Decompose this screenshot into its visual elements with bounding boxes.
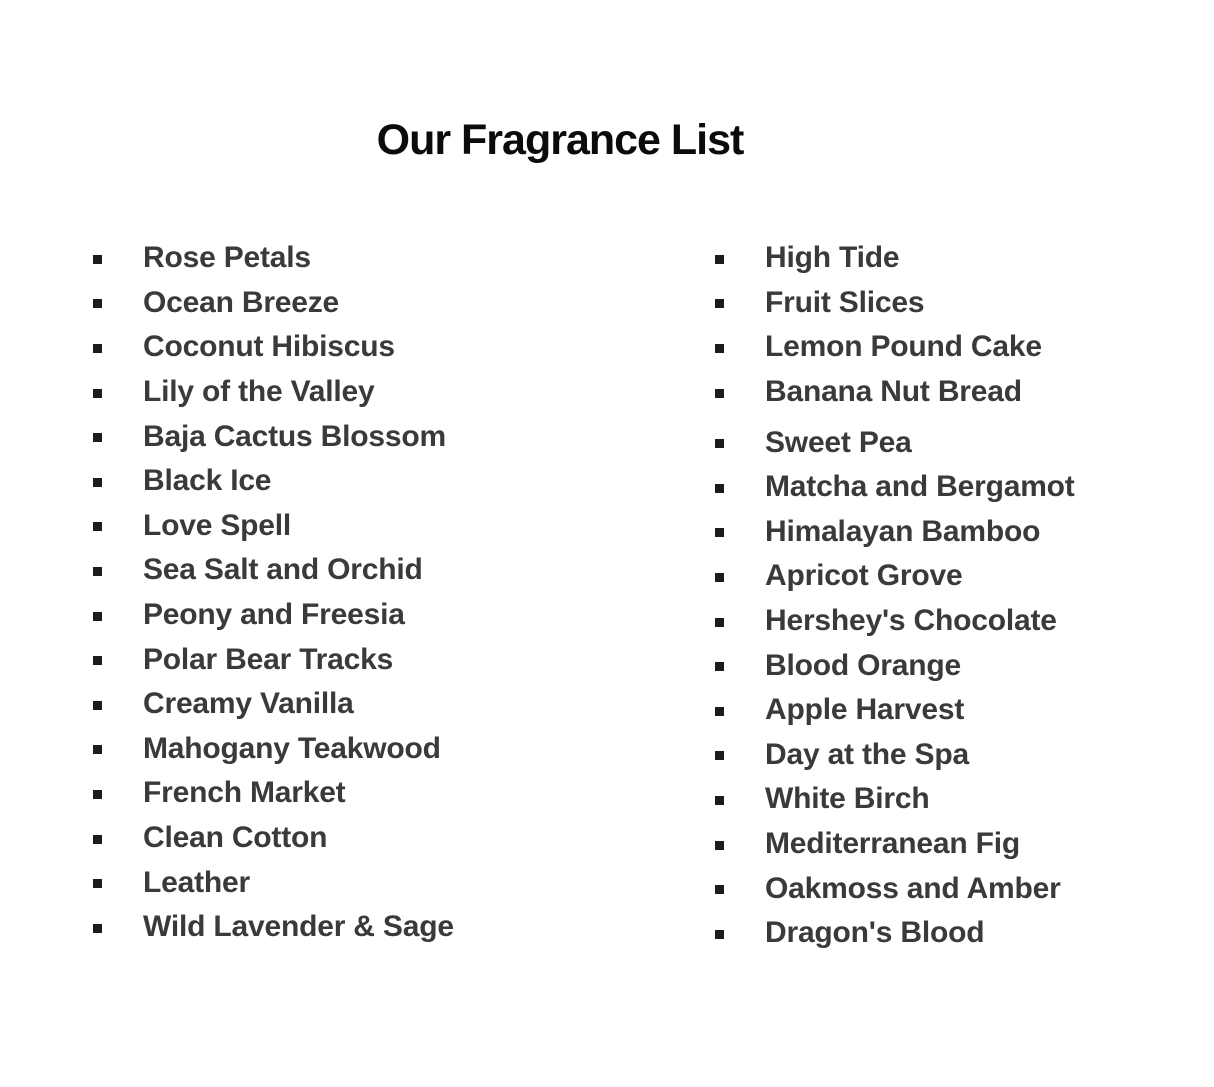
fragrance-name: Sweet Pea xyxy=(765,425,912,459)
fragrance-name: Peony and Freesia xyxy=(143,598,405,632)
fragrance-name: Blood Orange xyxy=(765,648,961,682)
list-item xyxy=(93,593,454,638)
list-item xyxy=(715,643,1075,688)
square-bullet-icon xyxy=(93,790,102,799)
list-item xyxy=(93,727,454,772)
square-bullet-icon xyxy=(93,612,102,621)
fragrance-name: Mahogany Teakwood xyxy=(143,731,441,765)
list-item xyxy=(715,236,1075,281)
fragrance-name: Creamy Vanilla xyxy=(143,687,354,721)
square-bullet-icon xyxy=(93,879,102,888)
square-bullet-icon xyxy=(715,344,724,353)
list-item xyxy=(715,599,1075,644)
fragrance-name: Himalayan Bamboo xyxy=(765,514,1041,548)
square-bullet-icon xyxy=(715,573,724,582)
fragrance-name: High Tide xyxy=(765,241,900,275)
list-item xyxy=(715,866,1075,911)
fragrance-name: Mediterranean Fig xyxy=(765,827,1020,861)
square-bullet-icon xyxy=(93,478,102,487)
fragrance-name: Clean Cotton xyxy=(143,821,328,855)
list-item xyxy=(715,777,1075,822)
fragrance-name: Baja Cactus Blossom xyxy=(143,419,446,453)
fragrance-name: Dragon's Blood xyxy=(765,916,985,950)
fragrance-name: White Birch xyxy=(765,782,930,816)
square-bullet-icon xyxy=(93,701,102,710)
fragrance-name: Fruit Slices xyxy=(765,285,925,319)
square-bullet-icon xyxy=(715,528,724,537)
list-item xyxy=(93,281,454,326)
fragrance-name: Leather xyxy=(143,865,250,899)
list-item xyxy=(715,465,1075,510)
list-item xyxy=(93,459,454,504)
square-bullet-icon xyxy=(93,299,102,308)
list-item xyxy=(93,370,454,415)
fragrance-name: Sea Salt and Orchid xyxy=(143,553,423,587)
square-bullet-icon xyxy=(715,796,724,805)
fragrance-name: Polar Bear Tracks xyxy=(143,642,394,676)
fragrance-name: Love Spell xyxy=(143,508,292,542)
list-item xyxy=(93,816,454,861)
square-bullet-icon xyxy=(715,707,724,716)
list-item xyxy=(715,554,1075,599)
list-item xyxy=(715,281,1075,326)
list-item xyxy=(93,771,454,816)
list-item xyxy=(93,325,454,370)
square-bullet-icon xyxy=(715,751,724,760)
list-item xyxy=(715,370,1075,415)
fragrance-name: Hershey's Chocolate xyxy=(765,604,1057,638)
list-item xyxy=(715,733,1075,778)
square-bullet-icon xyxy=(715,662,724,671)
square-bullet-icon xyxy=(93,924,102,933)
fragrance-column-left xyxy=(93,236,454,950)
list-item xyxy=(93,504,454,549)
square-bullet-icon xyxy=(93,745,102,754)
square-bullet-icon xyxy=(93,567,102,576)
square-bullet-icon xyxy=(715,885,724,894)
fragrance-name: French Market xyxy=(143,776,346,810)
fragrance-name: Coconut Hibiscus xyxy=(143,330,395,364)
fragrance-name: Apricot Grove xyxy=(765,559,963,593)
fragrance-name: Matcha and Bergamot xyxy=(765,470,1075,504)
list-item xyxy=(93,905,454,950)
square-bullet-icon xyxy=(715,439,724,448)
square-bullet-icon xyxy=(93,389,102,398)
square-bullet-icon xyxy=(715,841,724,850)
fragrance-column-right xyxy=(715,236,1075,956)
square-bullet-icon xyxy=(715,255,724,264)
list-item xyxy=(93,860,454,905)
square-bullet-icon xyxy=(93,656,102,665)
list-item xyxy=(715,325,1075,370)
fragrance-name: Lily of the Valley xyxy=(143,375,375,409)
list-item xyxy=(715,420,1075,465)
list-item xyxy=(93,548,454,593)
square-bullet-icon xyxy=(93,835,102,844)
list-item xyxy=(93,414,454,459)
fragrance-name: Lemon Pound Cake xyxy=(765,330,1042,364)
page-title: Our Fragrance List xyxy=(376,116,744,164)
square-bullet-icon xyxy=(715,299,724,308)
fragrance-name: Oakmoss and Amber xyxy=(765,871,1061,905)
fragrance-name: Rose Petals xyxy=(143,241,311,275)
fragrance-name: Black Ice xyxy=(143,464,272,498)
list-item xyxy=(715,822,1075,867)
square-bullet-icon xyxy=(93,344,102,353)
square-bullet-icon xyxy=(93,255,102,264)
fragrance-name: Ocean Breeze xyxy=(143,285,340,319)
square-bullet-icon xyxy=(93,433,102,442)
fragrance-name: Wild Lavender & Sage xyxy=(143,910,454,944)
list-item xyxy=(93,637,454,682)
square-bullet-icon xyxy=(715,389,724,398)
fragrance-name: Banana Nut Bread xyxy=(765,375,1022,409)
list-item xyxy=(715,911,1075,956)
square-bullet-icon xyxy=(715,618,724,627)
list-item xyxy=(93,236,454,281)
list-item xyxy=(715,510,1075,555)
fragrance-name: Apple Harvest xyxy=(765,693,965,727)
list-item xyxy=(715,688,1075,733)
square-bullet-icon xyxy=(93,522,102,531)
square-bullet-icon xyxy=(715,484,724,493)
fragrance-name: Day at the Spa xyxy=(765,737,969,771)
list-item xyxy=(93,682,454,727)
square-bullet-icon xyxy=(715,930,724,939)
